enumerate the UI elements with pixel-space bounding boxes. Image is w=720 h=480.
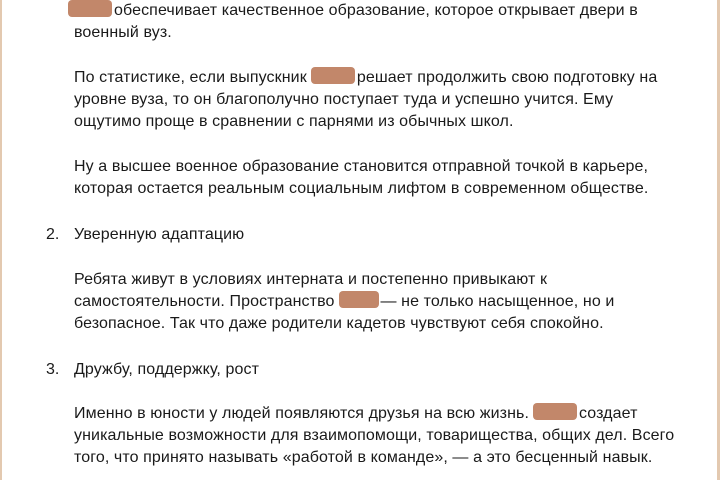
- para2-line1-before: По статистике, если выпускник: [74, 69, 307, 86]
- redaction-block: [339, 291, 379, 308]
- item3-line2: уникальные возможности для взаимопомощи, товарищества, общих дел. Всего: [74, 427, 675, 444]
- para1-line2: военный вуз.: [74, 24, 172, 41]
- item2-line2-before: самостоятельности. Пространство: [74, 293, 335, 310]
- item2-line1: Ребята живут в условиях интерната и постепенно привыкают к: [74, 271, 548, 288]
- redaction-block: [311, 67, 355, 84]
- item2-line3: безопасное. Так что даже родители кадетов чувствуют себя спокойно.: [74, 315, 604, 332]
- para2-line2: уровне вуза, то он благополучно поступает туда и успешно учится. Ему: [74, 91, 614, 108]
- item3-line1: [74, 403, 638, 425]
- para2-line1-after: решает продолжить свою подготовку на: [356, 69, 658, 86]
- item3-line1-after: создает: [579, 405, 638, 422]
- redaction-block: [533, 403, 577, 420]
- item2-line2: [74, 291, 614, 313]
- para1-line1: [74, 0, 638, 22]
- para3-line2: которая остается реальным социальным лифтом в современном обществе.: [74, 180, 649, 197]
- item2-line2-after: — не только насыщенное, но и: [380, 293, 615, 310]
- item3-line3: того, что принято называть «работой в команде», — а это бесценный навык.: [74, 449, 653, 466]
- list-item-2-title: Уверенную адаптацию: [74, 226, 245, 243]
- item3-line1-before: Именно в юности у людей появляются друзья на всю жизнь.: [74, 405, 529, 422]
- para3-line1: Ну а высшее военное образование становится отправной точкой в карьере,: [74, 158, 649, 175]
- para2-line1: [74, 67, 657, 89]
- para1-line1-text: обеспечивает качественное образование, которое открывает двери в: [114, 2, 638, 19]
- redaction-block: [68, 0, 112, 17]
- list-item-3-title: Дружбу, поддержку, рост: [74, 361, 259, 378]
- list-number-3: 3.: [46, 361, 60, 378]
- list-number-2: 2.: [46, 226, 60, 243]
- para2-line3: ощутимо проще в сравнении с парнями из обычных школ.: [74, 113, 514, 130]
